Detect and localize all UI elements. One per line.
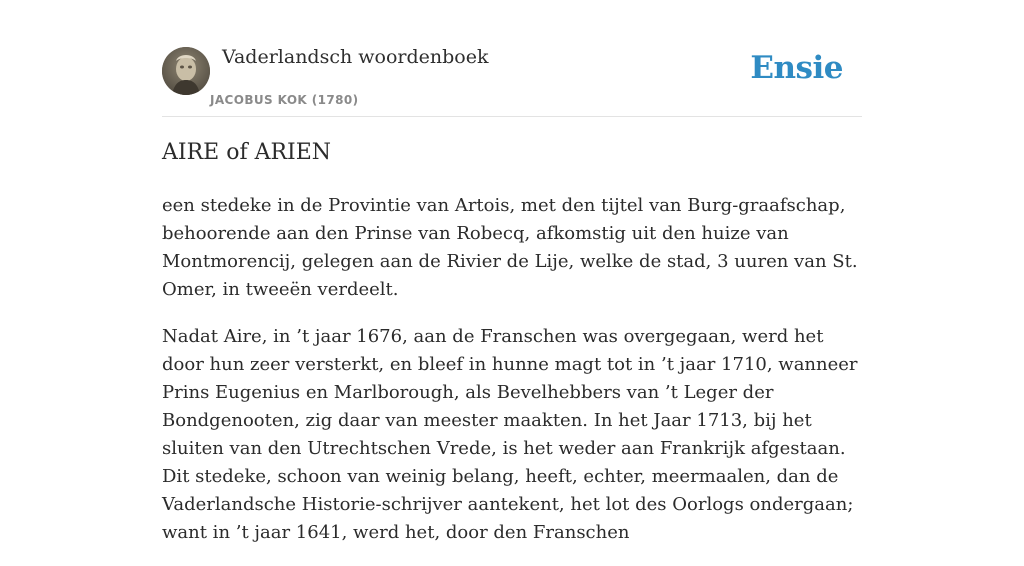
header: [162, 0, 862, 117]
author-name: JACOBUS KOK (1780): [210, 93, 359, 107]
entry-paragraph: een stedeke in de Provintie van Artois, met den tijtel van Burg-graafschap, behoorende aan den Prinse van Robecq, afkomstig uit den huize van Montmorencij, gelegen aan de Rivier de Lije, welke de stad, 3 uuren van St. Omer, in tweeën verdeelt.: [162, 195, 858, 300]
entry-paragraph: Nadat Aire, in ’t jaar 1676, aan de Franschen was overgegaan, werd het door hun zeer versterkt, en bleef in hunne magt tot in ’t jaar 1710, wanneer Prins Eugenius en Marlborough, als Bevelhebbers van ’t Leger der Bondgenooten, zig daar van meester maakten. In het Jaar 1713, bij het sluiten van den Utrechtschen Vrede, is het weder aan Frankrijk afgestaan. Dit stedeke, schoon van weinig belang, heeft, echter, meermaalen, dan de Vaderlandsche Historie-schrijver aantekent, het lot des Oorlogs ondergaan; want in ’t jaar 1641, werd het, door den Franschen: [162, 326, 858, 543]
brand-logo-link[interactable]: Ensie: [750, 50, 843, 86]
entry-title: AIRE of ARIEN: [162, 140, 332, 165]
entry-body: [162, 192, 862, 566]
author-portrait-avatar[interactable]: [162, 47, 210, 95]
book-title[interactable]: Vaderlandsch woordenboek: [222, 46, 489, 68]
portrait-icon: [162, 47, 210, 95]
page: [162, 0, 862, 543]
